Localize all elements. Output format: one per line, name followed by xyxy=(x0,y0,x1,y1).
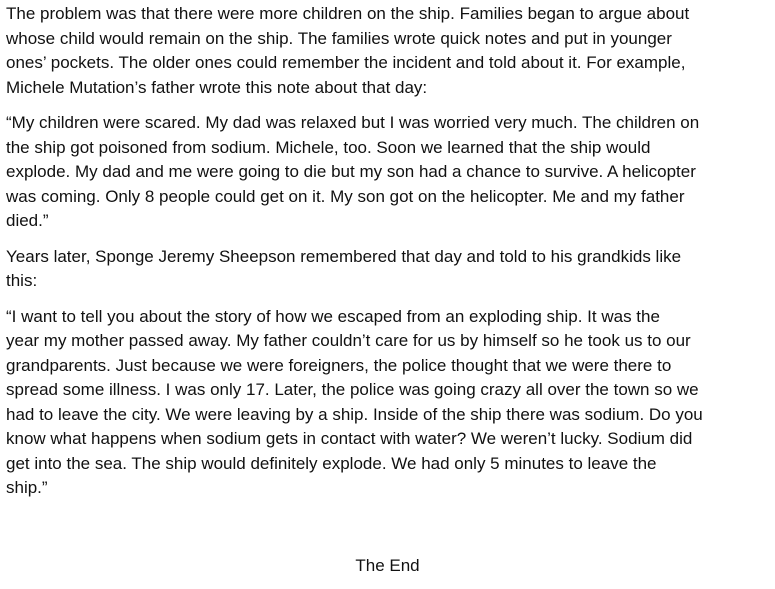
closing-the-end: The End xyxy=(355,556,420,575)
paragraph-problem: The problem was that there were more children on the ship. Families began to argue about whose child would remain on the ship. The families wrote quick notes and put in younger ones’ pockets. The older ones could remember the incident and told about it. For example, Michele Mutation’s father wrote this note about that day: xyxy=(6,4,690,97)
paragraph-sponge-story: “I want to tell you about the story of how we escaped from an exploding ship. It was the year my mother passed away. My father couldn’t care for us by himself so he took us to our grandparents. Just because we were foreigners, the police thought that we were there to spread some illness. I was only 17. Later, the police was going crazy all over the town so we had to leave the city. We were leaving by a ship. Inside of the ship there was sodium. Do you know what happens when sodium gets in contact with water? We weren’t lucky. Sodium did get into the sea. The ship would definitely explode. We had only 5 minutes to leave the ship.” xyxy=(6,306,703,497)
document-body xyxy=(6,2,768,512)
paragraph-years-later: Years later, Sponge Jeremy Sheepson remembered that day and told to his grandkids like this: xyxy=(6,246,682,290)
paragraph-father-note: “My children were scared. My dad was relaxed but I was worried very much. The children on the ship got poisoned from sodium. Michele, too. Soon we learned that the ship would explode. My dad and me were going to die but my son had a chance to survive. A helicopter was coming. Only 8 people could get on it. My son got on the helicopter. Me and my father died.” xyxy=(6,113,700,230)
